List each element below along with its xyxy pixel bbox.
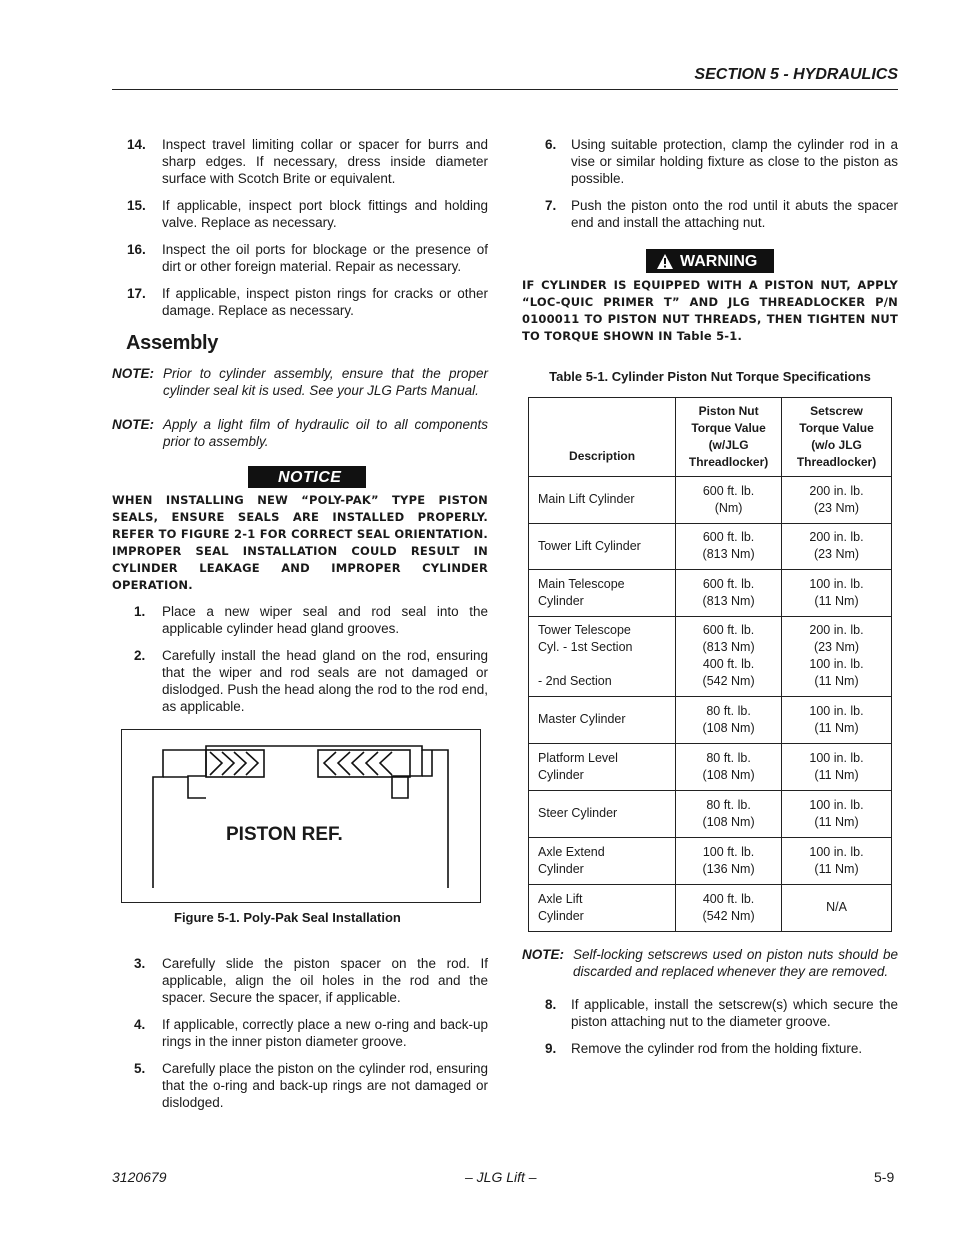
cell-line: 100 in. lb. (809, 750, 864, 765)
cell-line: (108 Nm) (702, 814, 755, 829)
cell-line: Cylinder (538, 861, 584, 876)
step-text: Carefully install the head gland on the rod, ensuring that the wiper and rod seals are not damaged or dislodged. Push the head along the rod to the rod end, as applicable. (162, 648, 488, 714)
cell-setscrew-torque (782, 837, 892, 884)
assembly-heading: Assembly (126, 332, 219, 354)
steps-14-17 (112, 136, 488, 319)
cell-line: 200 in. lb. (809, 623, 864, 637)
warning-box (646, 249, 774, 273)
cell-line: (11 Nm) (814, 593, 859, 608)
step-7: 7. Push the piston onto the rod until it abuts the spacer end and install the attaching nut. (545, 198, 898, 230)
step-3: 3. Carefully slide the piston spacer on the rod. If applicable, align the oil holes in the rod and the spacer. Secure the spacer, if applicable. (134, 956, 488, 1005)
cell-line: (11 Nm) (814, 720, 859, 735)
cell-line: Main Lift Cylinder (538, 492, 635, 506)
cell-line: Cylinder (538, 593, 584, 608)
cell-line: 100 ft. lb. (702, 844, 755, 859)
cell-description (529, 696, 676, 743)
footer-page-number: 5-9 (874, 1169, 895, 1185)
cell-piston-nut-torque (676, 790, 782, 837)
page-header (112, 66, 898, 90)
step-4: 4. If applicable, correctly place a new o-ring and back-up rings in the inner piston diameter groove. (134, 1017, 488, 1049)
cell-line: (23 Nm) (813, 500, 860, 515)
cell-line: Steer Cylinder (538, 806, 618, 820)
note-oil-film: NOTE: Apply a light film of hydraulic oil to all components prior to assembly. (112, 417, 488, 449)
cell-line: N/A (826, 900, 847, 914)
table-row (529, 790, 892, 837)
cell-line: 200 in. lb. (809, 483, 864, 498)
header-setscrew: Setscrew Torque Value (w/o JLG Threadlocker) (782, 397, 892, 476)
table-row (529, 569, 892, 616)
note-setscrews: NOTE: Self-locking setscrews used on piston nuts should be discarded and replaced whenever they are removed. (522, 946, 898, 979)
cell-setscrew-torque (782, 884, 892, 931)
cell-setscrew-torque (782, 696, 892, 743)
cell-line: Axle Extend (538, 844, 605, 859)
footer-doc-number: 3120679 (112, 1169, 167, 1185)
cell-line: (11 Nm) (814, 674, 859, 688)
cell-line: 400 ft. lb. (702, 891, 755, 906)
header-description: Description (529, 397, 676, 476)
cell-line: Main Telescope (538, 576, 625, 591)
cell-line: (23 Nm) (813, 547, 860, 561)
cell-line: Axle Lift (538, 891, 583, 906)
cell-line: Tower Telescope (538, 623, 631, 637)
cell-piston-nut-torque (676, 616, 782, 696)
step-text: If applicable, inspect piston rings for cracks or other damage. Replace as necessary. (162, 286, 488, 318)
cell-line: - 2nd Section (538, 674, 612, 688)
cell-description (529, 569, 676, 616)
step-text: Carefully slide the piston spacer on the rod. If applicable, align the oil holes in the rod and the spacer. Secure the spacer, if applicable. (162, 956, 488, 1005)
cell-line: (23 Nm) (813, 640, 860, 654)
step-text: Inspect the oil ports for blockage or the presence of dirt or other foreign material. Repair as necessary. (162, 242, 488, 274)
cell-line: (542 Nm) (702, 674, 755, 688)
cell-line: 600 ft. lb. (702, 530, 755, 544)
table-header-row (529, 397, 892, 476)
cell-line: 80 ft. lb. (706, 703, 751, 718)
cell-line: 100 in. lb. (809, 703, 864, 718)
step-6: 6. Using suitable protection, clamp the cylinder rod in a vise or similar holding fixture as close to the piston as possible. (545, 137, 898, 186)
step-text: If applicable, correctly place a new o-ring and back-up rings in the inner piston diameter groove. (162, 1017, 488, 1049)
cell-line: (11 Nm) (814, 814, 859, 829)
table-title: Table 5-1. Cylinder Piston Nut Torque Specifications (549, 368, 871, 384)
step-2: 2. Carefully install the head gland on the rod, ensuring that the wiper and rod seals are not damaged or dislodged. Push the head along the rod to the rod end, as applicable. (134, 648, 488, 714)
cell-line (538, 656, 675, 673)
note-text: Apply a light film of hydraulic oil to all components prior to assembly. (163, 417, 488, 449)
cell-description (529, 790, 676, 837)
cell-line: (108 Nm) (702, 767, 755, 782)
cell-piston-nut-torque (676, 743, 782, 790)
cell-line: 600 ft. lb. (702, 623, 755, 637)
step-text: Push the piston onto the rod until it abuts the spacer end and install the attaching nut. (571, 198, 898, 230)
cell-setscrew-torque (782, 790, 892, 837)
piston-ref-label: PISTON REF. (226, 824, 343, 845)
torque-table (528, 397, 892, 932)
steps-1-2 (112, 603, 488, 715)
cell-line: 80 ft. lb. (706, 750, 751, 765)
cell-line: (136 Nm) (702, 861, 755, 876)
cell-line: 400 ft. lb. (702, 657, 755, 671)
cell-setscrew-torque (782, 616, 892, 696)
right-column (522, 136, 898, 1057)
left-column (112, 136, 488, 715)
step-9: 9. Remove the cylinder rod from the holding fixture. (545, 1040, 863, 1056)
table-row (529, 743, 892, 790)
cell-description (529, 743, 676, 790)
cell-description (529, 884, 676, 931)
note-text: Prior to cylinder assembly, ensure that the proper cylinder seal kit is used. See your JLG Parts Manual. (163, 366, 488, 398)
cell-line: 600 ft. lb. (702, 483, 755, 498)
poly-pak-figure (121, 729, 481, 903)
table-row (529, 616, 892, 696)
note-seal-kit: NOTE: Prior to cylinder assembly, ensure that the proper cylinder seal kit is used. See your JLG Parts Manual. (112, 366, 488, 398)
step-15: 15. If applicable, inspect port block fittings and holding valve. Replace as necessary. (127, 198, 488, 230)
table-row (529, 696, 892, 743)
step-5: 5. Carefully place the piston on the cylinder rod, ensuring that the o-ring and back-up rings are not damaged or dislodged. (134, 1061, 488, 1110)
cell-piston-nut-torque (676, 837, 782, 884)
cell-line: (542 Nm) (702, 908, 755, 923)
cell-line: 200 in. lb. (809, 530, 864, 544)
cell-line: (108 Nm) (702, 720, 755, 735)
cell-line: 100 in. lb. (809, 844, 864, 859)
cell-line: (Nm) (714, 500, 743, 515)
warning-text: IF CYLINDER IS EQUIPPED WITH A PISTON NUT, APPLY “LOC-QUIC PRIMER T” AND JLG THREADLOCKER P/N 0100011 TO PISTON NUT THREADS, THEN TIGHTEN NUT TO TORQUE SHOWN IN Table 5-1. (522, 277, 898, 343)
cell-description (529, 837, 676, 884)
figure-caption: Figure 5-1. Poly-Pak Seal Installation (174, 910, 401, 925)
step-text: Remove the cylinder rod from the holding fixture. (571, 1040, 863, 1056)
cell-line: 80 ft. lb. (706, 797, 751, 812)
cell-line: 100 in. lb. (809, 576, 864, 591)
cell-piston-nut-torque (676, 523, 782, 569)
cell-description (529, 476, 676, 523)
cell-line: Cyl. - 1st Section (538, 640, 633, 654)
cell-line: Cylinder (538, 767, 584, 782)
header-piston-nut: Piston Nut Torque Value (w/JLG Threadlocker) (676, 397, 782, 476)
cell-line: (813 Nm) (702, 640, 755, 654)
cell-line: (11 Nm) (814, 861, 859, 876)
warning-label: WARNING (680, 252, 758, 270)
cell-piston-nut-torque (676, 569, 782, 616)
section-title: SECTION 5 - HYDRAULICS (694, 66, 898, 83)
step-text: Inspect travel limiting collar or spacer for burrs and sharp edges. If necessary, dress inside diameter surface with Scotch Brite or equivalent. (162, 137, 488, 186)
step-text: Carefully place the piston on the cylinder rod, ensuring that the o-ring and back-up rings are not damaged or dislodged. (162, 1061, 488, 1110)
step-text: Place a new wiper seal and rod seal into the applicable cylinder head gland grooves. (162, 604, 488, 636)
cell-line: (11 Nm) (814, 767, 859, 782)
steps-8-9 (522, 996, 898, 1057)
cell-line: 100 in. lb. (809, 657, 864, 671)
cell-setscrew-torque (782, 743, 892, 790)
notice-text: WHEN INSTALLING NEW “POLY-PAK” TYPE PISTON SEALS, ENSURE SEALS ARE INSTALLED PROPERLY. REFER TO FIGURE 2-1 FOR CORRECT SEAL ORIENTATION. IMPROPER SEAL INSTALLATION COULD RESULT IN CYLINDER LEAKAGE AND IMPROPER CYLINDER OPERATION. (112, 493, 488, 592)
notice-label: NOTICE (248, 466, 366, 488)
cell-setscrew-torque (782, 569, 892, 616)
cell-setscrew-torque (782, 523, 892, 569)
table-row (529, 523, 892, 569)
cell-line: Tower Lift Cylinder (538, 538, 641, 553)
step-17: 17. If applicable, inspect piston rings for cracks or other damage. Replace as necessary. (127, 286, 488, 318)
table-row (529, 476, 892, 523)
seal-diagram (122, 730, 480, 902)
cell-piston-nut-torque (676, 696, 782, 743)
cell-description (529, 523, 676, 569)
step-text: Using suitable protection, clamp the cylinder rod in a vise or similar holding fixture as close to the piston as possible. (571, 137, 898, 186)
step-1: 1. Place a new wiper seal and rod seal into the applicable cylinder head gland grooves. (134, 604, 488, 636)
notice-banner (112, 466, 488, 488)
step-14: 14. Inspect travel limiting collar or spacer for burrs and sharp edges. If necessary, dress inside diameter surface with Scotch Brite or equivalent. (127, 137, 488, 186)
cell-description (529, 616, 676, 696)
cell-line: 100 in. lb. (809, 797, 864, 812)
cell-piston-nut-torque (676, 476, 782, 523)
step-8: 8. If applicable, install the setscrew(s) which secure the piston attaching nut to the diameter groove. (545, 996, 898, 1029)
step-16: 16. Inspect the oil ports for blockage or the presence of dirt or other foreign material. Repair as necessary. (127, 242, 488, 274)
warning-triangle-icon (656, 253, 674, 270)
warning-banner (522, 249, 898, 274)
cell-piston-nut-torque (676, 884, 782, 931)
cell-line: (813 Nm) (702, 547, 755, 561)
note-text: Self-locking setscrews used on piston nuts should be discarded and replaced whenever they are removed. (573, 946, 898, 979)
cell-setscrew-torque (782, 476, 892, 523)
table-row (529, 837, 892, 884)
step-text: If applicable, inspect port block fittings and holding valve. Replace as necessary. (162, 198, 488, 230)
steps-3-5 (112, 955, 488, 1111)
cell-line: 600 ft. lb. (702, 576, 755, 591)
cell-line: Platform Level (538, 750, 618, 765)
table-row (529, 884, 892, 931)
cell-line: Cylinder (538, 908, 584, 923)
footer-brand: – JLG Lift – (465, 1169, 537, 1185)
table-body (529, 476, 892, 931)
step-text: If applicable, install the setscrew(s) which secure the piston attaching nut to the diameter groove. (571, 996, 898, 1029)
cell-line: Master Cylinder (538, 712, 626, 726)
cell-line: (813 Nm) (702, 593, 755, 608)
